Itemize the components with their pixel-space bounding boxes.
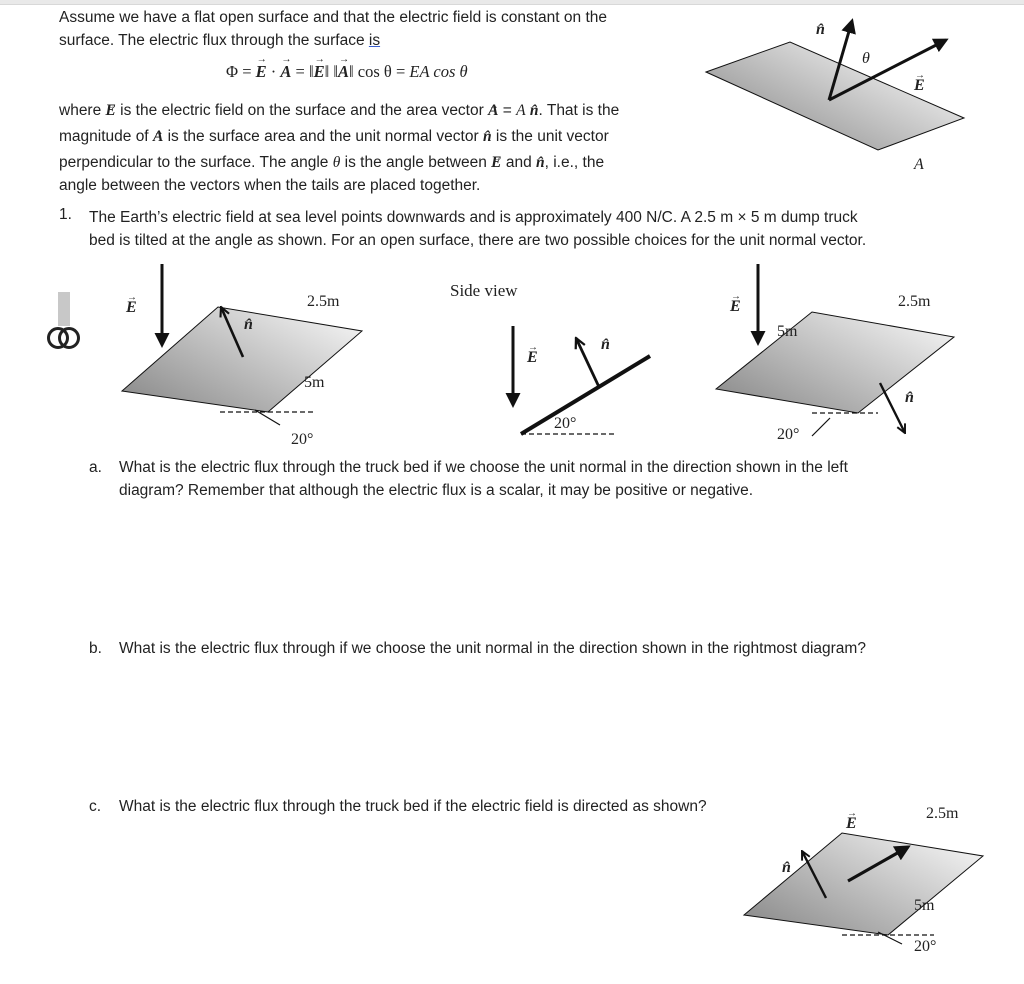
right-n-label: n̂	[905, 389, 914, 406]
left-dim-long: 5m	[304, 374, 325, 391]
intro-line-1: Assume we have a flat open surface and that the electric field is constant on the	[59, 9, 607, 26]
side-angle-label: 20°	[554, 415, 577, 432]
part-b-label: b.	[89, 640, 102, 657]
intro-line-last: angle between the vectors when the tails are placed together.	[59, 177, 481, 194]
side-margin-marker[interactable]	[58, 292, 70, 326]
left-plane	[122, 307, 362, 412]
c-angle-label: 20°	[914, 938, 937, 955]
q1-line-2: bed is tilted at the angle as shown. For an open surface, there are two possible choices for the unit normal vector.	[89, 232, 867, 249]
left-figure	[122, 264, 362, 425]
part-c-text: What is the electric flux through the truck bed if the electric field is directed as shown?	[119, 798, 707, 815]
right-figure	[716, 264, 954, 436]
part-a-label: a.	[89, 459, 102, 476]
c-e-label: → E	[846, 815, 857, 833]
top-e-label: → E	[914, 77, 925, 95]
left-angle-label: 20°	[291, 431, 314, 448]
c-dim-long: 5m	[914, 897, 935, 914]
part-c-label: c.	[89, 798, 102, 815]
right-angle-mark	[812, 418, 830, 436]
intro-line-where: where → E is the electric field on the surface and the area vector → A = A n̂. That is the	[59, 99, 619, 122]
side-view-title: Side view	[450, 281, 518, 300]
side-normal-arrow	[576, 338, 599, 387]
part-a-line-1: What is the electric flux through the truck bed if we choose the unit normal in the direction shown in the left	[119, 459, 848, 476]
c-figure	[744, 833, 983, 944]
side-surface-line	[521, 356, 650, 434]
q1-line-1: The Earth’s electric field at sea level points downwards and is approximately 400 N/C. A 2.5 m × 5 m dump truck	[89, 209, 858, 226]
side-e-label: → E	[527, 349, 538, 367]
right-plane	[716, 312, 954, 413]
side-n-label: n̂	[601, 336, 610, 353]
top-figure	[706, 21, 964, 150]
spelling-mark-is[interactable]: is	[368, 32, 381, 49]
c-n-label: n̂	[782, 859, 791, 876]
question-number: 1.	[59, 206, 72, 223]
flux-equation: Φ = → E · → A = ‖→ E‖ ‖→ A‖ cos θ = EA cos θ	[226, 62, 468, 82]
c-plane	[744, 833, 983, 935]
link-rings-icon[interactable]	[45, 325, 83, 351]
left-n-label: n̂	[244, 316, 253, 333]
top-n-label: n̂	[816, 21, 825, 38]
right-angle-label: 20°	[777, 426, 800, 443]
intro-line-perpendicular: perpendicular to the surface. The angle θ is the angle between → E and n̂, i.e., the	[59, 151, 604, 174]
right-dim-long: 5m	[777, 323, 798, 340]
intro-line-2: surface. The electric flux through the surface is	[59, 32, 381, 49]
left-e-label: → E	[126, 299, 137, 317]
c-dim-short: 2.5m	[926, 805, 959, 822]
part-b-text: What is the electric flux through if we choose the unit normal in the direction shown in the rightmost diagram?	[119, 640, 866, 657]
right-e-label: → E	[730, 298, 741, 316]
intro-line-magnitude: magnitude of → A is the surface area and the unit normal vector n̂ is the unit vector	[59, 125, 609, 148]
top-a-label: A	[914, 156, 924, 173]
left-dim-short: 2.5m	[307, 293, 340, 310]
right-dim-short: 2.5m	[898, 293, 931, 310]
top-theta-label: θ	[862, 50, 870, 67]
right-normal-arrow	[880, 383, 905, 433]
part-a-line-2: diagram? Remember that although the electric flux is a scalar, it may be positive or negative.	[119, 482, 754, 499]
